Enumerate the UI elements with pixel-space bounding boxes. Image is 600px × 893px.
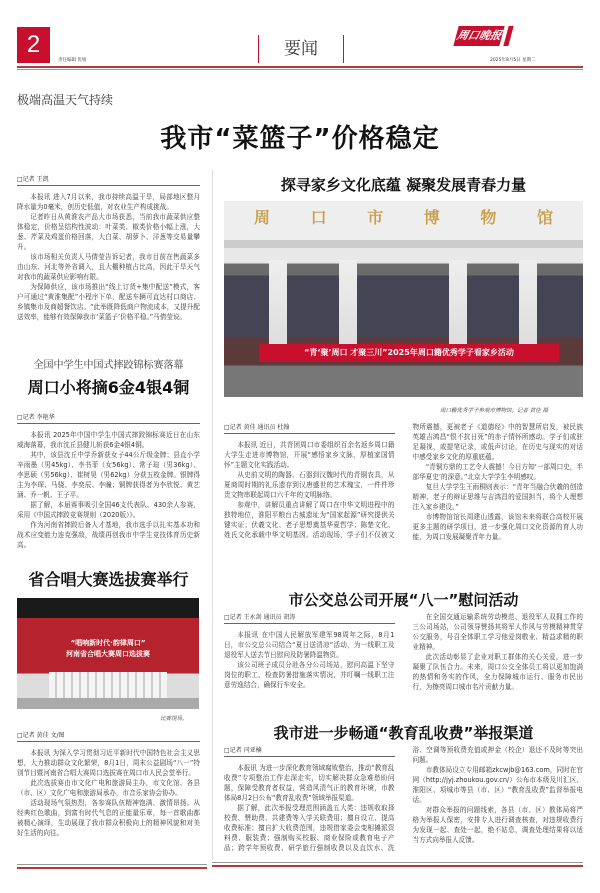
museum-article [224, 422, 583, 562]
paragraph: 该市场相关负责人马倩莹告诉记者，我市目前在售蔬菜多由山东、河北等外省调入，且大棚种植占比高，因此干旱天气对我市的蔬菜供应影响有限。 [17, 253, 200, 281]
lead-article [17, 174, 200, 322]
paragraph: 据了解，此次举报受理范围涵盖五大类：违规收取择校费、赞助费、共建费等入学关联费用；擅自设立、提高收费标准；擅自扩大收费范围，违规借家委会变相摊派资料费、服装费；强制购买校服、商业保险或教育电子产品；跨学年预收费、研学旅行强制收费以及直饮水、洗浴、空调等预收费充值或押金（校企）退还不及时等突出问题。 [224, 746, 583, 852]
lead-headline: 我市“菜篮子”价格稳定 [160, 124, 440, 154]
paragraph: 本报讯 为深入学习贯彻习近平新时代中国特色社会主义思想，大力推动群众文化繁荣，8月1日，周末公益剧场“八一”特别节目暨河南省合唱大赛周口选拔赛在周口市人民会堂举行。 [17, 749, 200, 777]
choir-caption: 比赛现场。 [160, 716, 188, 722]
choir-photo [17, 598, 199, 709]
byline: □记者 闫亚楠 [224, 745, 395, 757]
headline: 周口小将摘6金4银4铜 [27, 378, 190, 397]
paragraph: 据了解，本届赛事吸引全国46支代表队、430余人参赛，采用《中国式摔跤竞赛规则（2020版）》。 [17, 501, 200, 519]
photo-text: “唱响新时代·韵律周口” [70, 639, 146, 647]
paragraph: 市教体局设立专用邮箱zkcwjb@163.com，同时在官网（http://jyj.zhoukou.gov.cn/）公布市本级及川汇区、淮阳区、项城市等县（市、区）“教育乱收费”监督举报电话。 [412, 766, 583, 804]
museum-photo [224, 201, 583, 397]
footer-rule [212, 862, 583, 863]
header-rule-thin [17, 69, 583, 70]
paragraph: 记者昨日从黄淮农产品大市场获悉，当前我市蔬菜供应整体稳定，价格呈结构性波动：叶菜类、椒类价格小幅上涨，大葱、芹菜及鸡蛋价格回落，大白菜、胡萝卜、洋葱等交易量攀升。 [17, 213, 200, 251]
choir-singers [49, 672, 167, 698]
sign-char: 物 [480, 208, 497, 227]
sports-article [17, 356, 200, 550]
page-number: 2 [17, 27, 50, 63]
section-title: 要闻 [258, 35, 344, 63]
sign-char: 市 [367, 208, 384, 227]
paragraph: 作为河南省摔跤后备人才基地，我市选手以扎实基本功和战术应变能力连克强敌，战绩再创我市中学生竞技体育历史新高。 [17, 521, 200, 549]
header-rule [17, 66, 583, 68]
sign-char: 口 [310, 208, 327, 227]
byline: □记者 李艳华 [17, 412, 200, 424]
choir-article [17, 730, 200, 838]
column-divider [212, 170, 213, 860]
paragraph: 在全国交通运输系统劳动模范、退役军人双拥工作的三公司场站，公司领导赞扬其将军人作风与劳模精神贯穿公交服务，号召全体职工学习他爱岗敬业、精益求精的职业精神。 [412, 613, 583, 651]
paragraph: “青铜方鼎的工艺令人震撼！今日方知‘一部周口史，半部华夏史’的深意。”北京大学学生李明感叹。 [412, 463, 583, 481]
paragraph: 本报讯 近日，共青团周口市委组织百余名返乡周口籍大学生走进市博物馆，开展“感悟家乡文脉，厚植家国情怀”主题文化实践活动。 [224, 441, 395, 469]
paragraph: 复旦大学学生王雨桐则表示：“青年当融合伏羲的创造精神、老子的辩证思维与吉鸿昌的爱国担当，将个人理想注入家乡建设。” [412, 483, 583, 511]
edu-article [224, 745, 583, 857]
paragraph: 从史前文明的陶器、石器到汉魏时代的青铜农具，从夏商周时期的礼乐遗存到汉唐盛世的艺术瑰宝，一件件珍贵文物串联起周口六千年的文明脉络。 [224, 471, 395, 499]
paragraph: 本报讯 进入7月以来，我市持续高温干旱，局部地区整月降水量为0毫米，创历史低值，对农业生产构成挑战。 [17, 193, 200, 211]
paragraph: 该公司班子成员分赴各分公司场站，慰问高温下坚守岗位的职工，检查防暑措施落实情况，并叮嘱一线职工注意劳逸结合，确保行车安全。 [224, 661, 395, 689]
sign-char: 周 [254, 208, 271, 227]
sign-char: 博 [423, 208, 440, 227]
masthead-logo: 周口晚报 [453, 26, 504, 46]
photo-banner: “青‘聚’周口 才聚三川”2025年周口籍优秀学子看家乡活动 [259, 344, 559, 362]
issue-date: 2025年8月5日 星期二 [490, 58, 536, 63]
paragraph: 此次活动彰显了企业对职工群体的关心关爱，进一步凝聚了队伍合力。未来，周口公交全体员工将以更加饱满的热情和务实的作风，全力保障城市运行、服务市民出行，为擦亮周口城市名片贡献力量。 [412, 653, 583, 691]
edu-headline: 我市进一步畅通“教育乱收费”举报渠道 [273, 724, 534, 742]
footer-rule [17, 867, 207, 869]
kicker: 全国中学生中国式摔跤锦标赛落幕 [33, 360, 184, 371]
byline: □记者 黄佳 通讯员 杜翰 [224, 422, 395, 434]
byline: □记者 黄佳 文/图 [17, 730, 200, 742]
paragraph: 本报讯 在中国人民解放军建军98周年之际，8月1日，市公交总公司结合“夏日送清凉”活动，为一线职工及退役军人送去节日慰问及防暑降温物资。 [224, 631, 395, 659]
paragraph: 其中，该县沈丘中学乔新获女子44公斤级金牌；县直小学辛雨墨（男45kg）、李书菲（女56kg）、常子瑄（男36kg）、李思硕（男56kg）、崔树昊（男62kg）分获五枚金牌。银牌得主为李琛、马骁、李奕辰、李瞳；铜牌获得者为李欣悦、黄艺涵、乔一帆、王子平。 [17, 451, 200, 499]
paragraph: 活动现场气氛热烈，各参赛队伍精神饱满、激情昂扬。从经典红色歌曲，到富有时代气息的正能量乐章，每一首歌曲都被精心演绎，生动展现了我市群众积极向上的精神风貌和对美好生活的向往。 [17, 799, 200, 837]
byline: □记者 王永剑 通讯员 胡涛 [224, 612, 395, 624]
paragraph: 为保障供应，该市场推出“线上订货+集中配送”模式，客户可通过“黄淮集配”小程序下单，配送车辆可直达村口商店、乡镇集市及商超餐饮店。“此举既降低商户物流成本，又提升配送效率，能够有效保障我市‘菜篮子’价格平稳。”马倩莹说。 [17, 283, 200, 321]
lead-kicker: 极端高温天气持续 [17, 93, 114, 107]
paragraph: 市博物馆馆长周建山透露，该馆未来将联合高校开展更多主题的研学项目，进一步强化周口文化资源的育人功能，为周口发展凝聚青年力量。 [412, 513, 583, 541]
paragraph: 本报讯 2025年中国中学生中国式摔跤锦标赛近日在山东威海落幕，我市沈丘县健儿斩获6金4银4铜。 [17, 431, 200, 449]
paragraph: 本报讯 为进一步深化教育领域腐败整治，推动“教育乱收费”专项整治工作走深走实，切实解决群众急难愁盼问题，保障受教育者权益，营造风清气正的教育环境，市教体局8月2日公布“教育乱收费”领域举报渠道。 [224, 764, 395, 802]
paragraph: 对群众举报的问题线索，各县（市、区）教体局将严格为举报人保密，安排专人进行调查核查，对违规收费行为发现一起、查处一起，绝不姑息，调查处理结果将以适当方式向举报人反馈。 [412, 806, 583, 844]
sign-char: 馆 [536, 208, 553, 227]
masthead-logo-stripe [503, 26, 513, 46]
bus-headline: 市公交总公司开展“八一”慰问活动 [288, 591, 519, 609]
choir-headline: 省合唱大赛选拔赛举行 [28, 570, 189, 589]
bus-article [224, 612, 583, 702]
footer-rule [212, 865, 583, 867]
museum-headline: 探寻家乡文化底蕴 凝聚发展青春力量 [280, 176, 527, 194]
paragraph: 参观中，讲解员重点讲解了周口在中华文明进程中的独特地位，淮阳平粮台古城遗址为“国家起源”研究提供关键实证；伏羲文化、老子思想奠基华夏哲学；陈楚文化、姓氏文化承载中华文明基因。活动现场，学子们不仅被文物所震撼，更被老子《道德经》中的智慧所启发，被民族英雄吉鸿昌“恨不抗日死”的赤子情怀所感动。学子们或驻足凝视，或提笔记录，或低声讨论，在历史与现实的对话中感受家乡文化的厚重底蕴。 [224, 423, 583, 539]
paragraph: 此次选拔赛由市文化广电和旅游局主办，市文化馆、各县（市、区）文化广电和旅游局承办，市音乐家协会协办。 [17, 779, 200, 797]
footer-rule [17, 864, 207, 865]
byline: □记者 王凯 [17, 174, 200, 186]
editor-credit: 责任编辑 优娟 [58, 58, 87, 63]
museum-caption: 周口籍优秀学子参观市博物馆。记者 黄佳 摄 [440, 408, 548, 414]
photo-text: 河南省合唱大赛周口选拔赛 [66, 650, 150, 658]
